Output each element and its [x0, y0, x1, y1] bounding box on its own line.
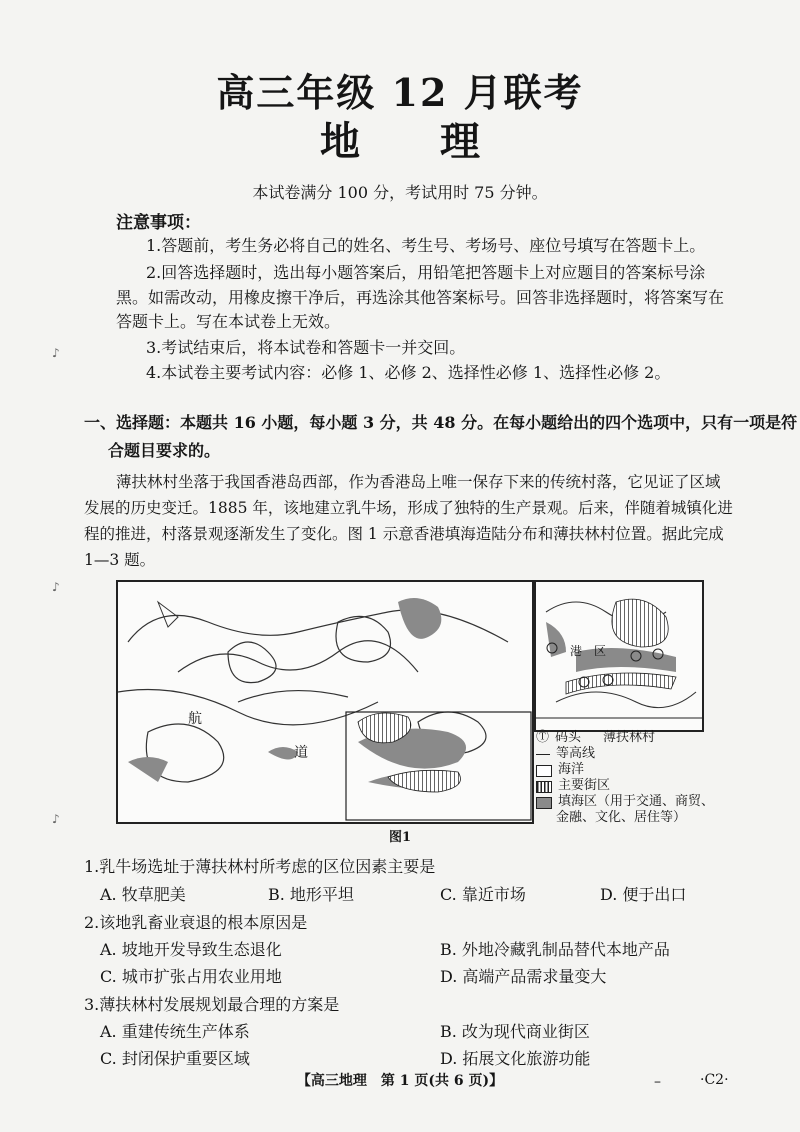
- q2-option-d[interactable]: D. 高端产品需求量变大: [440, 967, 607, 986]
- question-1-stem: 1.乳牛场选址于薄扶林村所考虑的区位因素主要是: [84, 857, 436, 876]
- inset-map: [534, 580, 704, 732]
- map-legend: [536, 730, 736, 826]
- reclaim-swatch-icon: [536, 797, 552, 809]
- legend-reclaim-1: 填海区（用于交通、商贸、: [558, 794, 715, 809]
- legend-reclaim-row: [536, 794, 736, 810]
- passage-line-3: 程的推进，村落景观逐渐发生了变化。图 1 示意香港填海造陆分布和薄扶林村位置。据此完成: [84, 525, 724, 543]
- q3-option-c[interactable]: C. 封闭保护重要区域: [100, 1049, 250, 1068]
- section-title-line2: 合题目要求的。: [108, 441, 221, 460]
- q2-option-b[interactable]: B. 外地冷藏乳制品替代本地产品: [440, 940, 670, 959]
- notice-line-1: 1.答题前，考生务必将自己的姓名、考生号、考场号、座位号填写在答题卡上。: [146, 236, 706, 255]
- legend-contour: 等高线: [556, 746, 596, 761]
- q1-option-c[interactable]: C. 靠近市场: [440, 885, 526, 904]
- q1-option-b[interactable]: B. 地形平坦: [268, 885, 354, 904]
- q2-option-a[interactable]: A. 坡地开发导致生态退化: [100, 940, 282, 959]
- corner-mark: ·C2·: [700, 1072, 729, 1088]
- legend-pier-row: [536, 730, 736, 746]
- notice-line-6: 4.本试卷主要考试内容：必修 1、必修 2、选择性必修 1、选择性必修 2。: [146, 363, 671, 382]
- legend-street-row: [536, 778, 736, 794]
- notice-line-2: 2.回答选择题时，选出每小题答案后，用铅笔把答题卡上对应题目的答案标号涂: [146, 263, 706, 282]
- map-label-dao: 道: [294, 745, 308, 761]
- q1-option-a[interactable]: A. 牧草肥美: [100, 885, 186, 904]
- question-2-stem: 2.该地乳畜业衰退的根本原因是: [84, 913, 308, 932]
- q3-option-a[interactable]: A. 重建传统生产体系: [100, 1022, 250, 1041]
- margin-mark: ♪: [52, 580, 60, 594]
- exam-info: 本试卷满分 100 分，考试用时 75 分钟。: [252, 183, 548, 202]
- legend-reclaim-2: 金融、文化、居住等）: [556, 810, 687, 825]
- inset-label-qu: 区: [594, 644, 607, 658]
- notice-heading: 注意事项：: [116, 213, 201, 233]
- legend-reclaim-row-2: [536, 810, 736, 826]
- page-footer: 【高三地理 第 1 页(共 6 页)】: [296, 1073, 504, 1089]
- margin-mark: ♪: [52, 346, 60, 360]
- subject-char-2: 理: [440, 118, 480, 165]
- subject-char-1: 地: [320, 118, 360, 165]
- q2-option-c[interactable]: C. 城市扩张占用农业用地: [100, 967, 282, 986]
- q3-option-d[interactable]: D. 拓展文化旅游功能: [440, 1049, 591, 1068]
- figure-caption: 图1: [388, 830, 412, 845]
- hong-kong-map: [116, 580, 534, 824]
- legend-pier: 码头: [555, 730, 582, 745]
- ocean-swatch-icon: [536, 765, 552, 777]
- question-3-stem: 3.薄扶林村发展规划最合理的方案是: [84, 995, 340, 1014]
- footer-dash: –: [654, 1074, 661, 1090]
- q1-option-d[interactable]: D. 便于出口: [600, 885, 687, 904]
- map-drawing: [118, 582, 532, 822]
- legend-village: 薄扶林村: [603, 730, 656, 745]
- notice-line-4: 答题卡上。写在本试卷上无效。: [116, 312, 341, 331]
- passage-line-2: 发展的历史变迁。1885 年，该地建立乳牛场，形成了独特的生产景观。后来，伴随着城镇化进: [84, 499, 733, 517]
- q3-option-b[interactable]: B. 改为现代商业街区: [440, 1022, 590, 1041]
- legend-contour-row: [536, 746, 736, 762]
- inset-drawing: [536, 582, 702, 730]
- pier-icon: Ⓣ: [536, 730, 550, 745]
- notice-line-5: 3.考试结束后，将本试卷和答题卡一并交回。: [146, 338, 466, 357]
- exam-title: 高三年级 12 月联考: [216, 70, 584, 115]
- passage-line-1: 薄扶林村坐落于我国香港岛西部，作为香港岛上唯一保存下来的传统村落，它见证了区域: [116, 473, 721, 491]
- legend-ocean-row: [536, 762, 736, 778]
- legend-ocean: 海洋: [558, 762, 585, 777]
- passage-line-4: 1—3 题。: [84, 551, 156, 569]
- notice-line-3: 黑。如需改动，用橡皮擦干净后，再选涂其他答案标号。回答非选择题时，将答案写在: [116, 288, 725, 307]
- section-title-line1: 一、选择题：本题共 16 小题，每小题 3 分，共 48 分。在每小题给出的四个选项中，只有一项是符: [84, 413, 798, 432]
- margin-mark: ♪: [52, 812, 60, 826]
- street-hatch-icon: [536, 781, 552, 793]
- contour-line-icon: [536, 754, 550, 755]
- inset-label-gang: 港: [570, 644, 583, 658]
- subject-title: [0, 110, 800, 167]
- map-label-hang: 航: [188, 711, 202, 727]
- legend-street: 主要街区: [558, 778, 611, 793]
